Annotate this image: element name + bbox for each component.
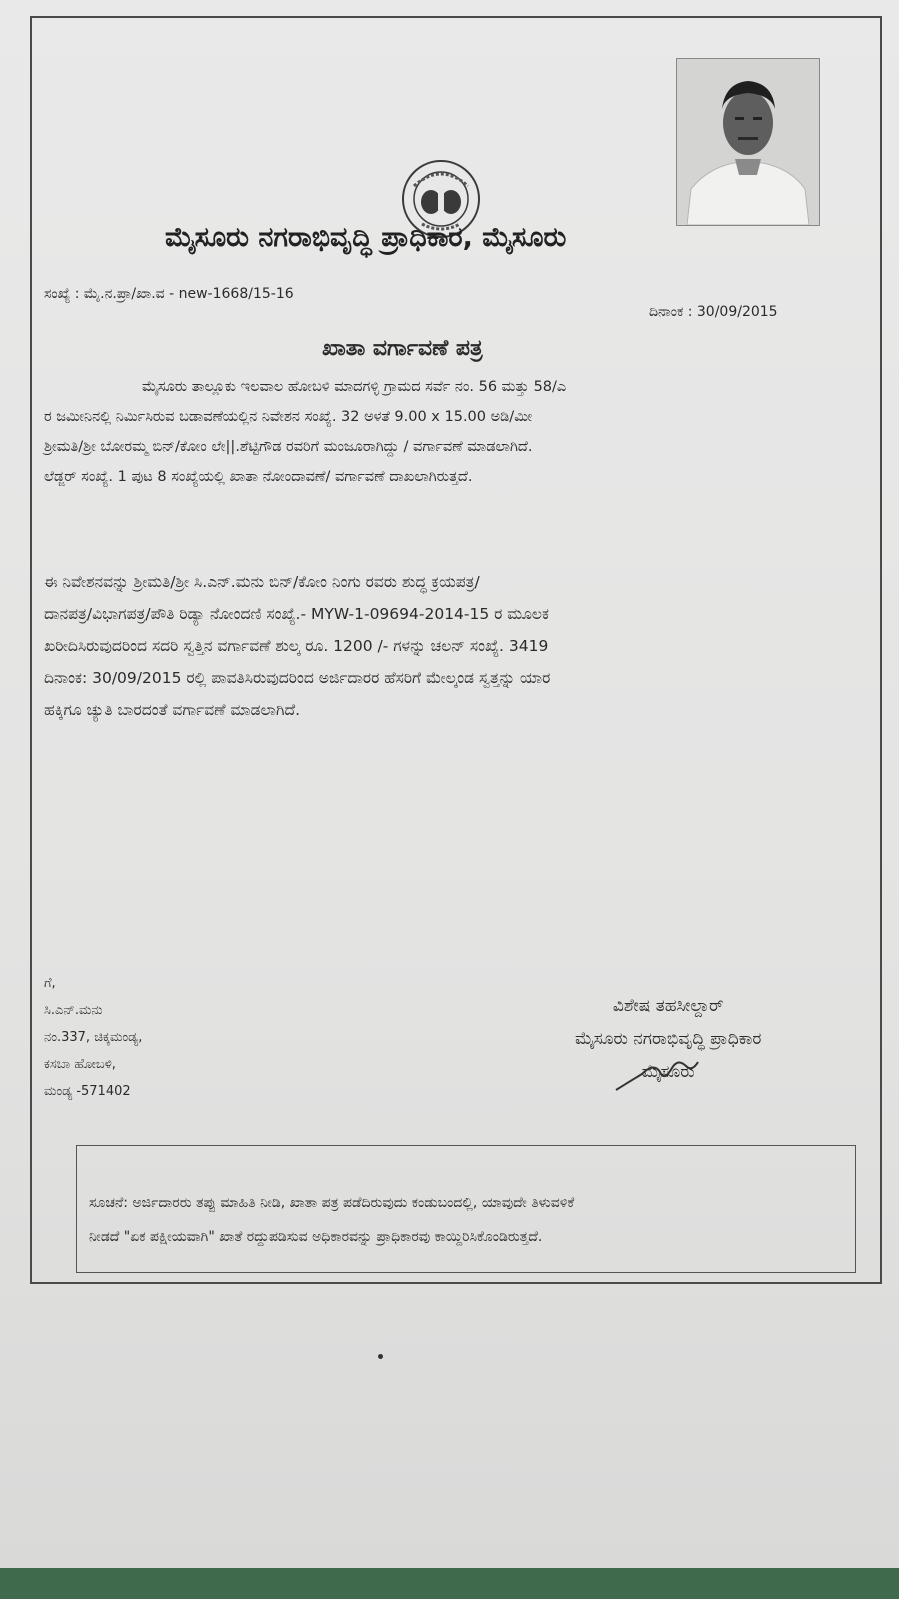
authority-title: ಮೈಸೂರು ನಗರಾಭಿವೃದ್ಧಿ ಪ್ರಾಧಿಕಾರ, ಮೈಸೂರು	[165, 222, 567, 253]
signatory-line: ಮೈಸೂರು ನಗರಾಭಿವೃದ್ಧಿ ಪ್ರಾಧಿಕಾರ	[575, 1029, 762, 1049]
notice-box	[76, 1145, 856, 1273]
paragraph-line: ಖರೀದಿಸಿರುವುದರಿಂದ ಸದರಿ ಸ್ವತ್ತಿನ ವರ್ಗಾವಣೆ ಶುಲ್ಕ ರೂ. 1200 /- ಗಳನ್ನು ಚಲನ್ ಸಂಖ್ಯೆ. 3419	[44, 637, 549, 655]
paragraph-line: ಈ ನಿವೇಶನವನ್ನು ಶ್ರೀಮತಿ/ಶ್ರೀ ಸಿ.ಎನ್.ಮನು ಬಿನ್/ಕೋಂ ನಿಂಗು ರವರು ಶುದ್ಧ ಕ್ರಯಪತ್ರ/	[44, 573, 480, 591]
reference-number: ಸಂಖ್ಯೆ : ಮೈ.ನ.ಪ್ರಾ/ಖಾ.ವ - new-1668/15-16	[44, 286, 294, 302]
addressee-line: ನಂ.337, ಚಿಕ್ಕಮಂಡ್ಯ,	[44, 1030, 143, 1045]
issue-date: ದಿನಾಂಕ : 30/09/2015	[649, 304, 778, 320]
paragraph-line: ರ ಜಮೀನಿನಲ್ಲಿ ನಿರ್ಮಿಸಿರುವ ಬಡಾವಣೆಯಲ್ಲಿನ ನಿವೇಶನ ಸಂಖ್ಯೆ. 32 ಅಳತೆ 9.00 x 15.00 ಅಡಿ/ಮೀ	[44, 409, 533, 425]
background-surface	[0, 1568, 899, 1599]
addressee-block	[44, 970, 142, 1105]
paragraph-transfer	[44, 566, 854, 726]
signatory-line: ಮೈಸೂರು	[641, 1062, 695, 1082]
paragraph-line: ಹಕ್ಕಿಗೂ ಚ್ಯುತಿ ಬಾರದಂತೆ ವರ್ಗಾವಣೆ ಮಾಡಲಾಗಿದೆ.	[44, 701, 301, 719]
paragraph-allotment	[44, 372, 854, 492]
signature-scribble	[612, 1050, 702, 1095]
paragraph-line: ದಿನಾಂಕ: 30/09/2015 ರಲ್ಲಿ ಪಾವತಿಸಿರುವುದರಿಂದ ಅರ್ಜಿದಾರರ ಹೆಸರಿಗೆ ಮೇಲ್ಕಂಡ ಸ್ವತ್ತನ್ನು ಯಾರ	[44, 669, 551, 687]
paragraph-line: ಲೆಡ್ಜರ್ ಸಂಖ್ಯೆ. 1 ಪುಟ 8 ಸಂಖ್ಯೆಯಲ್ಲಿ ಖಾತಾ ನೋಂದಾವಣೆ/ ವರ್ಗಾವಣೆ ದಾಖಲಾಗಿರುತ್ತದೆ.	[44, 469, 473, 485]
paragraph-line: ಶ್ರೀಮತಿ/ಶ್ರೀ ಬೋರಮ್ಮ ಬಿನ್/ಕೋಂ ಲೇ||.ಶೆಟ್ಟಿಗೌಡ ರವರಿಗೆ ಮಂಜೂರಾಗಿದ್ದು / ವರ್ಗಾವಣೆ ಮಾಡಲಾಗಿದೆ.	[44, 439, 533, 455]
document-heading: ಖಾತಾ ವರ್ಗಾವಣೆ ಪತ್ರ	[322, 336, 483, 361]
signatory-line: ವಿಶೇಷ ತಹಸೀಲ್ದಾರ್	[612, 996, 724, 1016]
addressee-line: ಮಂಡ್ಯ -571402	[44, 1084, 131, 1099]
applicant-photo	[676, 58, 820, 226]
notice-line: ನೀಡದೆ "ಏಕ ಪಕ್ಷೀಯವಾಗಿ" ಖಾತೆ ರದ್ದುಪಡಿಸುವ ಅಧಿಕಾರವನ್ನು ಪ್ರಾಧಿಕಾರವು ಕಾಯ್ದಿರಿಸಿಕೊಂಡಿರುತ್ತದೆ.	[89, 1229, 543, 1245]
paragraph-line: ಮೈಸೂರು ತಾಲ್ಲೂಕು ಇಲವಾಲ ಹೋಬಳಿ ಮಾದಗಳ್ಳಿ ಗ್ರಾಮದ ಸರ್ವೆ ನಂ. 56 ಮತ್ತು 58/ಎ	[142, 379, 567, 395]
paper-speck	[378, 1354, 383, 1359]
notice-line: ಸೂಚನೆ: ಅರ್ಜಿದಾರರು ತಪ್ಪು ಮಾಹಿತಿ ನೀಡಿ, ಖಾತಾ ಪತ್ರ ಪಡೆದಿರುವುದು ಕಂಡುಬಂದಲ್ಲಿ, ಯಾವುದೇ ತಿಳುವಳಿಕೆ	[89, 1195, 575, 1211]
paragraph-line: ದಾನಪತ್ರ/ವಿಭಾಗಪತ್ರ/ಪೌತಿ ರಿಡ್ಯಾ ನೋಂದಣಿ ಸಂಖ್ಯೆ.- MYW-1-09694-2014-15 ರ ಮೂಲಕ	[44, 605, 549, 623]
addressee-line: ಕಸಬಾ ಹೋಬಳಿ,	[44, 1057, 116, 1072]
addressee-line: ಸಿ.ಎನ್.ಮನು	[44, 1003, 103, 1018]
addressee-line: ಗೆ,	[44, 976, 56, 991]
